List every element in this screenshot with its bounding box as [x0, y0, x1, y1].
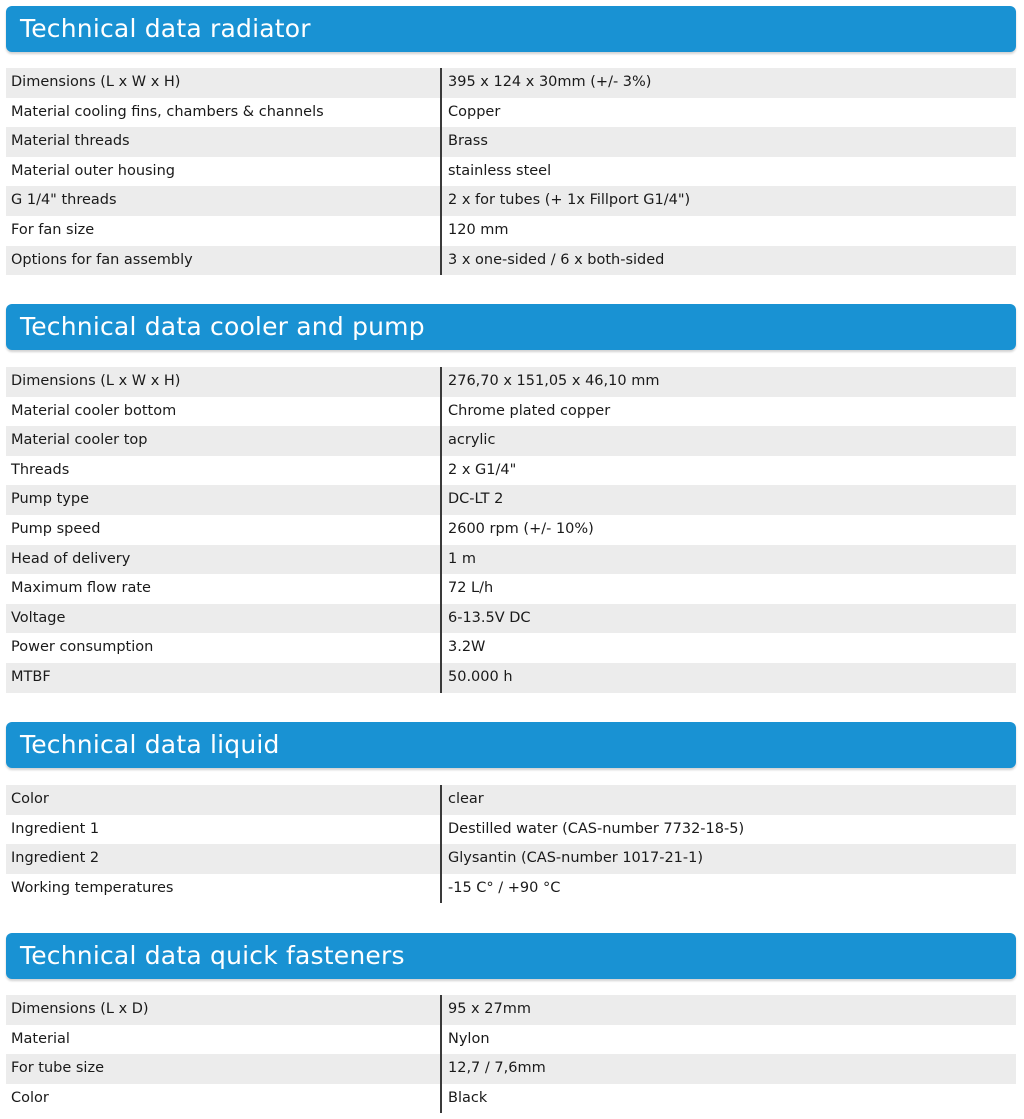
- spec-value: 72 L/h: [448, 580, 494, 597]
- table-row: [6, 874, 1016, 904]
- spec-label: Dimensions (L x W x H): [11, 74, 181, 90]
- table-row: [6, 186, 1016, 216]
- spec-value: 276,70 x 151,05 x 46,10 mm: [448, 373, 660, 389]
- table-row: [6, 456, 1016, 486]
- table-row: [6, 815, 1016, 845]
- section-title-radiator: Technical data radiator: [6, 6, 1016, 52]
- table-row: [6, 485, 1016, 515]
- spec-label: Material: [11, 1030, 70, 1047]
- spec-label: For tube size: [11, 1060, 104, 1077]
- table-row: [6, 663, 1016, 693]
- spec-value: 3 x one-sided / 6 x both-sided: [448, 251, 665, 268]
- spec-value: Glysantin (CAS-number 1017-21-1): [448, 850, 704, 867]
- spec-table-cooler-pump: [6, 367, 1016, 693]
- table-row: [6, 367, 1016, 397]
- spec-value: 1 m: [448, 550, 476, 567]
- spec-label: Material threads: [11, 133, 130, 150]
- spec-label: For fan size: [11, 221, 95, 238]
- table-row: [6, 1054, 1016, 1084]
- table-row: [6, 216, 1016, 246]
- spec-label: Pump type: [11, 491, 90, 508]
- table-row: [6, 397, 1016, 427]
- table-row: [6, 995, 1016, 1025]
- spec-value: Brass: [448, 133, 488, 150]
- spec-value: 12,7 / 7,6mm: [448, 1060, 546, 1077]
- spec-table-liquid: [6, 785, 1016, 903]
- spec-value: 2600 rpm (+/- 10%): [448, 520, 594, 537]
- section-title-cooler-pump: Technical data cooler and pump: [6, 304, 1016, 350]
- spec-value: clear: [448, 791, 484, 807]
- spec-label: Maximum flow rate: [11, 580, 151, 597]
- spec-value: 50.000 h: [448, 668, 513, 685]
- table-row: [6, 633, 1016, 663]
- spec-value: 120 mm: [448, 221, 509, 238]
- table-row: [6, 785, 1016, 815]
- spec-value: Chrome plated copper: [448, 402, 611, 419]
- spec-value: 2 x G1/4": [448, 461, 517, 478]
- spec-label: Working temperatures: [11, 879, 174, 896]
- spec-label: Material cooling fins, chambers & channels: [11, 103, 324, 120]
- table-row: [6, 844, 1016, 874]
- section-title-liquid: Technical data liquid: [6, 722, 1016, 768]
- spec-value: DC-LT 2: [448, 491, 504, 508]
- table-row: [6, 157, 1016, 187]
- spec-label: Voltage: [11, 609, 66, 626]
- spec-value: 2 x for tubes (+ 1x Fillport G1/4"): [448, 192, 691, 209]
- table-row: [6, 1025, 1016, 1055]
- section-title-quick-fasteners: Technical data quick fasteners: [6, 933, 1016, 979]
- table-row: [6, 545, 1016, 575]
- spec-label: Material cooler bottom: [11, 402, 177, 419]
- spec-label: G 1/4" threads: [11, 192, 117, 209]
- spec-label: Head of delivery: [11, 550, 131, 567]
- spec-value: Nylon: [448, 1030, 490, 1047]
- spec-label: Color: [11, 1089, 49, 1106]
- table-row: [6, 98, 1016, 128]
- spec-value: 395 x 124 x 30mm (+/- 3%): [448, 74, 652, 90]
- spec-label: Power consumption: [11, 639, 154, 656]
- spec-value: -15 C° / +90 °C: [448, 879, 561, 896]
- spec-label: Color: [11, 791, 49, 807]
- spec-label: Threads: [11, 461, 70, 478]
- table-row: [6, 1084, 1016, 1114]
- spec-label: Dimensions (L x W x H): [11, 373, 181, 389]
- spec-table-quick-fasteners: [6, 995, 1016, 1113]
- spec-label: MTBF: [11, 668, 51, 685]
- spec-value: acrylic: [448, 432, 496, 449]
- table-row: [6, 426, 1016, 456]
- table-row: [6, 68, 1016, 98]
- table-row: [6, 246, 1016, 276]
- spec-label: Ingredient 2: [11, 850, 100, 867]
- spec-value: Destilled water (CAS-number 7732-18-5): [448, 820, 745, 837]
- table-row: [6, 515, 1016, 545]
- spec-value: Copper: [448, 103, 501, 120]
- spec-value: stainless steel: [448, 162, 552, 179]
- spec-value: 95 x 27mm: [448, 1001, 531, 1017]
- spec-label: Material outer housing: [11, 162, 175, 179]
- spec-label: Material cooler top: [11, 432, 148, 449]
- spec-label: Ingredient 1: [11, 820, 100, 837]
- spec-label: Pump speed: [11, 520, 101, 537]
- table-row: [6, 127, 1016, 157]
- spec-label: Dimensions (L x D): [11, 1001, 149, 1017]
- spec-value: 6-13.5V DC: [448, 609, 531, 626]
- spec-label: Options for fan assembly: [11, 251, 193, 268]
- table-row: [6, 604, 1016, 634]
- table-row: [6, 574, 1016, 604]
- spec-table-radiator: [6, 68, 1016, 275]
- spec-value: Black: [448, 1089, 488, 1106]
- spec-value: 3.2W: [448, 639, 486, 656]
